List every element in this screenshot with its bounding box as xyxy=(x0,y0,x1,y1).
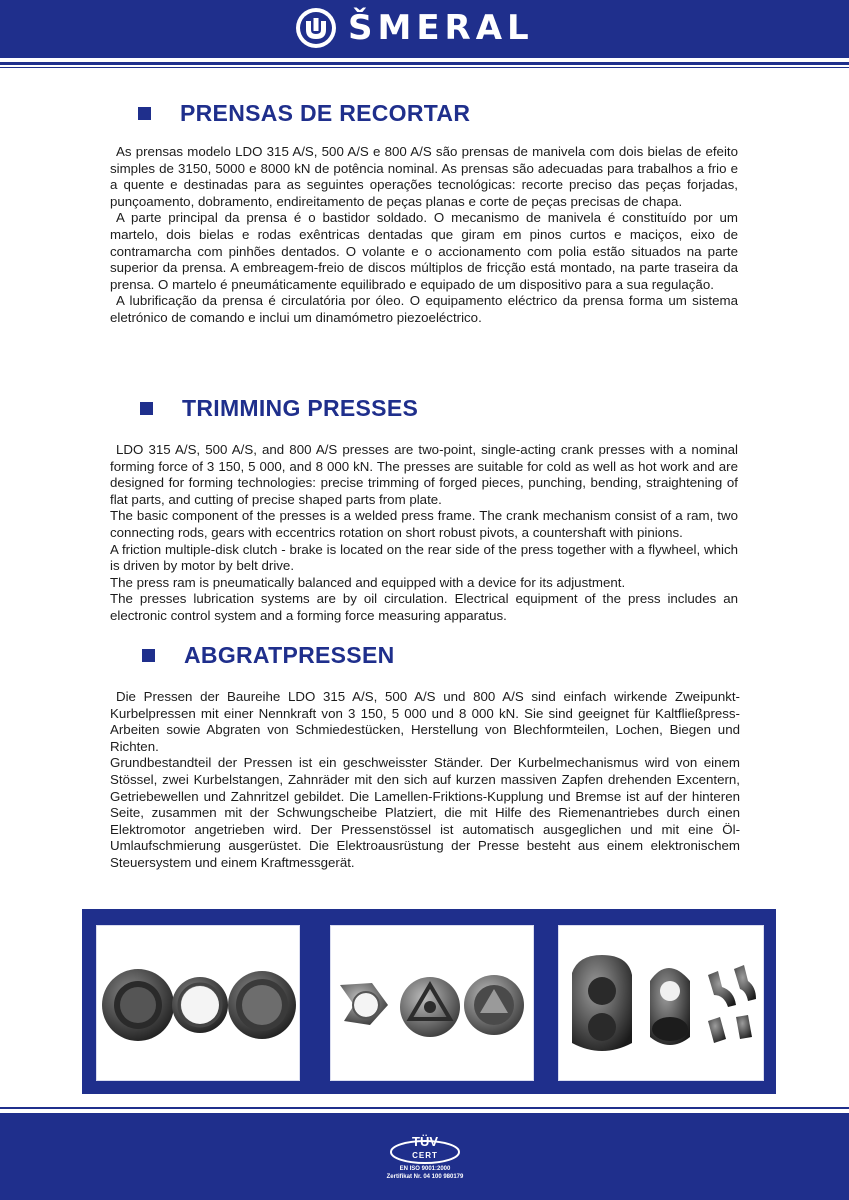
tuv-cert-logo xyxy=(388,1131,462,1165)
section-portuguese xyxy=(110,100,738,327)
section-heading xyxy=(142,642,740,669)
section-title: TRIMMING PRESSES xyxy=(182,395,419,421)
smeral-logo-icon xyxy=(294,6,338,50)
paragraph: A friction multiple-disk clutch - brake is located on the rear side of the press together with a flywheel, which is driven by motor by belt drive. xyxy=(110,541,738,574)
square-bullet-icon xyxy=(138,107,151,120)
paragraph: LDO 315 A/S, 500 A/S, and 800 A/S presses are two-point, single-acting crank presses with a nominal forming force of 3 150, 5 000, and 8 000 kN. The presses are suitable for cold as well as hot work and are designed for forming technologies: precise trimming of forged pieces, punching, bending, straightening of flat parts, and cutting of precise shaped parts from plate. xyxy=(110,442,738,507)
section-english xyxy=(110,395,738,625)
header-bar xyxy=(0,0,849,58)
footer-divider xyxy=(0,1107,849,1109)
square-bullet-icon xyxy=(142,649,155,662)
product-photo-band xyxy=(82,909,776,1094)
paragraph: The press ram is pneumatically balanced and equipped with a device for its adjustment. xyxy=(110,574,626,590)
section-heading xyxy=(138,100,738,127)
section-german xyxy=(110,642,740,872)
brand-name: ŠMERAL xyxy=(348,8,534,48)
iso-standard: EN ISO 9001:2000 xyxy=(399,1166,451,1172)
section-heading xyxy=(140,395,738,422)
paragraph: Grundbestandteil der Pressen ist ein geschweisster Ständer. Der Kurbelmechanismus wird von einem Stössel, zwei Kurbelstangen, Zahnräder mit den sich auf kurzen massiven Zapfen drehenden Excentern, Getriebewellen und Zahnritzel gebildet. Die Lamellen-Friktions-Kupplung und Bremse ist auf der hinteren Seite, zusammen mit der Schwungscheibe Platziert, die mit Hilfe des Riemenantriebes durch einen Elektromotor angetrieben wird. Der Pressenstössel ist automatisch ausgeglichen und mit eine Öl-Umlaufschmierung ausgerüstet. Die Elektroausrüstung der Presse besteht aus einem elektronischem Steuersystem und einem Kraftmessgerät. xyxy=(110,755,740,870)
cert-logo-text: CERT xyxy=(412,1151,438,1160)
paragraph: As prensas modelo LDO 315 A/S, 500 A/S e 800 A/S são prensas de manivela com dois bielas de efeito simples de 3150, 5000 e 8000 kN de potência nominal. As prensas são adecuadas para trabalhos a frio e a quente e destinadas para as seguintes operações tecnológicas: recorte preciso das peças forjadas, punçoamento, dobramento, endireitamento de peças planas e corte de peças precisas de chapa. xyxy=(110,144,738,209)
paragraph: A parte principal da prensa é o bastidor soldado. O mecanismo de manivela é constituído por um martelo, dois bielas e rodas exêntricas dentadas que giram em pinos curtos e maciços, eixo de contramarcha com pinhões dentados. O volante e o accionamento com polia estão situados na parte superior da prensa. A embreagem-freio de discos múltiplos de fricção está montado, na parte traseira da prensa. O martelo é pneumáticamente equilibrado e equipado de um dispositivo para a sua regulação. xyxy=(110,210,738,292)
photo-trimmed-forks xyxy=(556,923,766,1083)
photo-trimmed-rings xyxy=(94,923,302,1083)
paragraph: A lubrificação da prensa é circulatória por óleo. O equipamento eléctrico da prensa forma um sistema eletrónico de comando e inclui um dinamómetro piezoeléctrico. xyxy=(110,293,738,325)
paragraph: The presses lubrication systems are by oil circulation. Electrical equipment of the press includes an electronic control system and a forming force measuring apparatus. xyxy=(110,591,738,623)
forged-flanges-image xyxy=(330,925,534,1081)
forged-rings-image xyxy=(96,925,300,1081)
tuv-logo-text: TÜV xyxy=(412,1134,438,1149)
section-title: PRENSAS DE RECORTAR xyxy=(180,100,471,126)
paragraph: Die Pressen der Baureihe LDO 315 A/S, 500 A/S und 800 A/S sind einfach wirkende Zweipunkt-Kurbelpressen mit einer Nennkraft von 3 150, 5 000 und 8 000 kN. Sie sind geeignet für Kaltfließpress-Arbeiten sowie Abgraten von Schmiedestücken, Herstellung von Blechformteilen, Lochen, Biegen und Richten. xyxy=(110,689,740,754)
certificate-number: Zertifikat Nr. 04 100 980179 xyxy=(386,1174,464,1180)
header-divider xyxy=(0,62,849,65)
forged-forks-image xyxy=(558,925,764,1081)
section-title: ABGRATPRESSEN xyxy=(184,642,395,668)
certification-block xyxy=(370,1131,480,1181)
square-bullet-icon xyxy=(140,402,153,415)
brand-logo xyxy=(294,5,534,51)
footer-bar xyxy=(0,1113,849,1200)
paragraph: The basic component of the presses is a welded press frame. The crank mechanism consist of a ram, two connecting rods, gears with eccentrics rotation on short robust pivots, a countershaft with pinions. xyxy=(110,508,738,540)
header-divider-thin xyxy=(0,67,849,68)
photo-trimmed-flanges xyxy=(328,923,536,1083)
